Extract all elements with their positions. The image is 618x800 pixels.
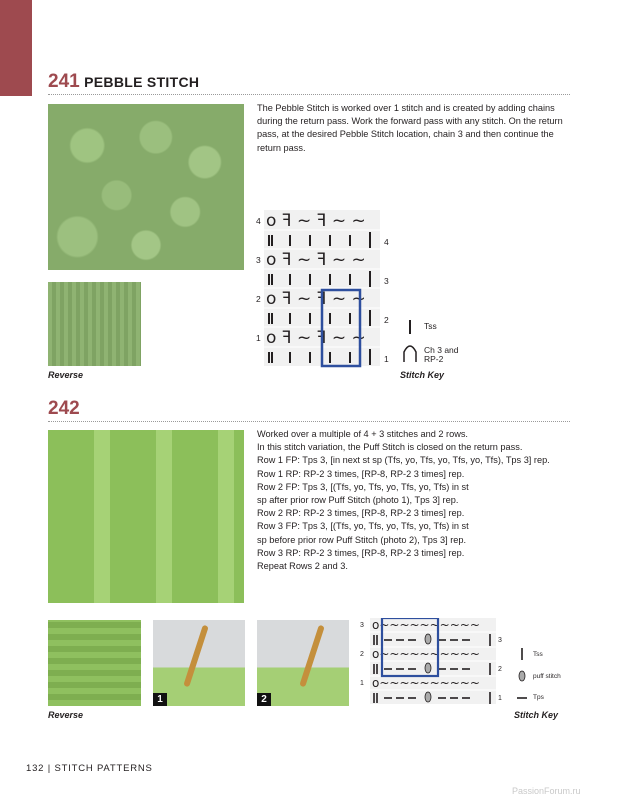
- instruction-line: Row 2 RP: RP-2 3 times, [RP-8, RP-2 3 times] rep.: [257, 508, 465, 519]
- page-footer: [26, 763, 153, 774]
- key-tps-label: Tps: [533, 694, 544, 701]
- chart-row-label: 2: [256, 294, 261, 304]
- stitch-key-caption: Stitch Key: [400, 370, 445, 380]
- stitch-key-icons: [400, 318, 420, 366]
- chart-row-label: 3: [384, 276, 389, 286]
- pebble-stitch-photo: [48, 104, 244, 270]
- crochet-hook: [183, 625, 208, 688]
- step-photo-1: [153, 620, 245, 706]
- instruction-line: In this stitch variation, the Puff Stitch is closed on the return pass.: [257, 442, 523, 453]
- instruction-line: Row 3 FP: Tps 3, [(Tfs, yo, Tfs, yo, Tfs, yo, Tfs) in st sp before prior row Puff Stitch (photo 2), Tps 3] rep.: [257, 521, 469, 545]
- pattern-241-description: [257, 102, 569, 155]
- key-tss-label: Tss: [424, 321, 437, 331]
- pebble-stitch-chart: [252, 210, 397, 368]
- instruction-line: Row 1 RP: RP-2 3 times, [RP-8, RP-2 3 times] rep.: [257, 468, 465, 479]
- instruction-line: Row 1 FP: Tps 3, [in next st sp (Tfs, yo, Tfs, yo, Tfs, yo, Tfs), Tps 3] rep.: [257, 455, 550, 466]
- step-photo-2: [257, 620, 349, 706]
- reverse-caption: Reverse: [48, 370, 84, 380]
- chart-row-label: 3: [360, 622, 364, 629]
- chain-three-icon: [404, 346, 416, 362]
- svg-text:o ꟻ ~ ꟻ ~ ~: o ꟻ ~ ꟻ ~ ~: [266, 289, 366, 309]
- chart-row-label: 1: [384, 354, 389, 364]
- stitch-key-caption: Stitch Key: [514, 710, 559, 720]
- chart-row-label: 4: [256, 216, 261, 226]
- svg-text:o~~~~~~~~~~: o~~~~~~~~~~: [372, 618, 480, 632]
- key-puff-label: puff stitch: [533, 673, 561, 680]
- instruction-line: Row 2 FP: Tps 3, [(Tfs, yo, Tfs, yo, Tfs, yo, Tfs) in st sp after prior row Puff Stitch (photo 1), Tps 3] rep.: [257, 481, 469, 506]
- photo-number: 1: [153, 693, 167, 706]
- stitch-key-icons: [514, 646, 530, 702]
- key-tss-label: Tss: [533, 651, 543, 658]
- pattern-242-heading: [48, 398, 80, 420]
- footer-separator: |: [47, 763, 51, 774]
- pebble-reverse-photo: [48, 282, 141, 366]
- svg-text:o ꟻ ~ ꟻ ~ ~: o ꟻ ~ ꟻ ~ ~: [266, 211, 366, 231]
- watermark: PassionForum.ru: [512, 786, 581, 796]
- puff-stitch-chart: [364, 618, 504, 706]
- pattern-title: PEBBLE STITCH: [84, 74, 200, 90]
- instruction-line: Repeat Rows 2 and 3.: [257, 561, 348, 572]
- pattern-242-instructions: [257, 428, 573, 573]
- chart-row-label: 3: [498, 637, 502, 644]
- chart-row-label: 1: [360, 680, 364, 687]
- key-ch3-label: Ch 3 and RP-2: [424, 345, 459, 364]
- pattern-number: 242: [48, 398, 80, 419]
- section-name: STITCH PATTERNS: [54, 763, 153, 774]
- instruction-line: Worked over a multiple of 4 + 3 stitches and 2 rows.: [257, 429, 468, 439]
- chart-row-label: 1: [498, 695, 502, 702]
- pattern-number: 241: [48, 71, 80, 92]
- svg-text:o~~~~~~~~~~: o~~~~~~~~~~: [372, 676, 480, 690]
- chart-row-label: 1: [256, 333, 261, 343]
- chart-row-label: 4: [384, 237, 389, 247]
- chapter-tab: [0, 0, 32, 96]
- instruction-line: Row 3 RP: RP-2 3 times, [RP-8, RP-2 3 times] rep.: [257, 547, 465, 558]
- puff-stitch-icon: [519, 671, 525, 681]
- chart-row-label: 2: [360, 651, 364, 658]
- photo-number: 2: [257, 693, 271, 706]
- svg-text:o ꟻ ~ ꟻ ~ ~: o ꟻ ~ ꟻ ~ ~: [266, 250, 366, 270]
- crochet-hook: [299, 625, 324, 688]
- reverse-caption: Reverse: [48, 710, 84, 720]
- chart-row-label: 2: [384, 315, 389, 325]
- chart-row-label: 2: [498, 666, 502, 673]
- chart-row-label: 3: [256, 255, 261, 265]
- puff-stitch-photo: [48, 430, 244, 603]
- divider: [48, 421, 570, 422]
- svg-text:o ꟻ ~ ꟻ ~ ~: o ꟻ ~ ꟻ ~ ~: [266, 328, 366, 348]
- page-number: 132: [26, 763, 45, 774]
- pattern-241-heading: [48, 71, 199, 93]
- description-text: The Pebble Stitch is worked over 1 stitch and is created by adding chains during the return pass. Work the forward pass with any stitch. On the return pass, at the desired Pebble Stitch location, chain 3 and then continue the return pass.: [257, 103, 563, 153]
- puff-reverse-photo: [48, 620, 141, 706]
- svg-text:o~~~~~~~~~~: o~~~~~~~~~~: [372, 647, 480, 661]
- divider: [48, 94, 570, 95]
